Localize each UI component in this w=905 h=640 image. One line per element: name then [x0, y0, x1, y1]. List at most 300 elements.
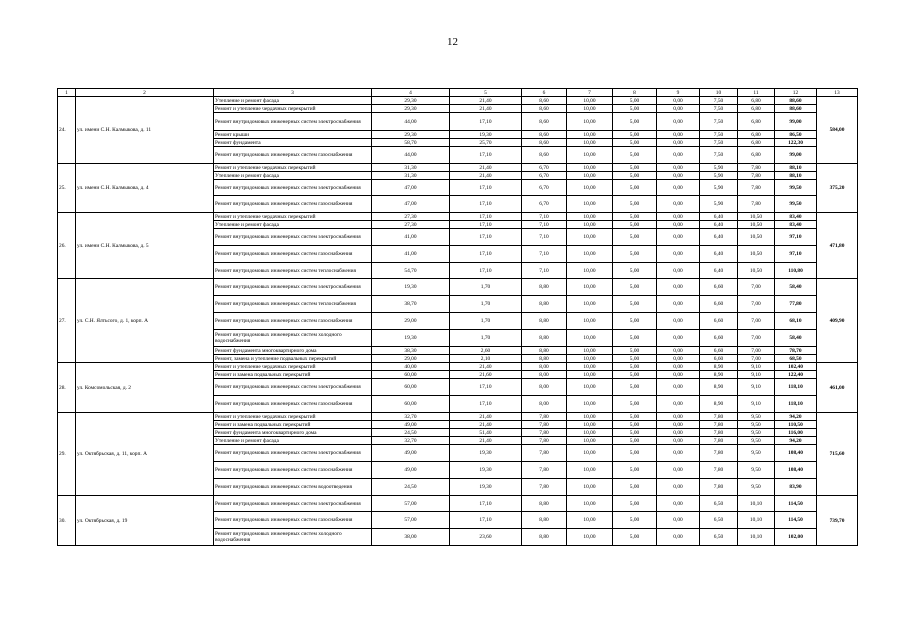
column-number-row — [58, 89, 858, 97]
value-cell: 7,10 — [522, 229, 567, 246]
value-cell: 5,00 — [613, 371, 657, 379]
value-cell: 17,10 — [450, 196, 522, 213]
value-cell: 99,00 — [775, 113, 817, 131]
value-cell: 10,10 — [738, 529, 775, 546]
work-type-cell: Ремонт и замена подвальных перекрытий — [214, 421, 372, 429]
value-cell: 10,50 — [738, 221, 775, 229]
value-cell: 7,80 — [738, 196, 775, 213]
value-cell: 10,00 — [567, 131, 613, 139]
value-cell: 122,30 — [775, 139, 817, 147]
work-type-cell: Ремонт и утепление чердачных перекрытий — [214, 413, 372, 421]
value-cell: 7,00 — [738, 279, 775, 296]
value-cell: 7,10 — [522, 221, 567, 229]
value-cell: 0,00 — [657, 139, 700, 147]
value-cell: 10,00 — [567, 221, 613, 229]
column-number: 6 — [522, 89, 567, 97]
value-cell: 6,40 — [700, 263, 738, 279]
work-type-cell: Ремонт и утепление чердачных перекрытий — [214, 164, 372, 172]
value-cell: 7,10 — [522, 246, 567, 263]
address-cell: ул. имени С.Н. Калмыкова, д. 4 — [76, 164, 214, 213]
value-cell: 0,00 — [657, 371, 700, 379]
value-cell: 0,00 — [657, 180, 700, 196]
value-cell: 0,00 — [657, 347, 700, 355]
value-cell: 7,80 — [522, 421, 567, 429]
value-cell: 0,00 — [657, 172, 700, 180]
value-cell: 8,60 — [522, 131, 567, 139]
value-cell: 0,00 — [657, 496, 700, 512]
value-cell: 110,80 — [775, 263, 817, 279]
value-cell: 38,70 — [372, 296, 450, 313]
work-type-cell: Утепление и ремонт фасада — [214, 172, 372, 180]
value-cell: 24,50 — [372, 479, 450, 496]
value-cell: 10,00 — [567, 113, 613, 131]
value-cell: 108,40 — [775, 445, 817, 462]
value-cell: 10,00 — [567, 429, 613, 437]
value-cell: 10,00 — [567, 512, 613, 529]
value-cell: 10,00 — [567, 263, 613, 279]
value-cell: 10,10 — [738, 496, 775, 512]
work-type-cell: Ремонт внутридомовых инженерных систем газоснабжения — [214, 512, 372, 529]
value-cell: 7,50 — [700, 147, 738, 164]
value-cell: 8,80 — [522, 296, 567, 313]
value-cell: 99,50 — [775, 196, 817, 213]
value-cell: 5,00 — [613, 313, 657, 330]
value-cell: 7,80 — [522, 445, 567, 462]
value-cell: 88,60 — [775, 97, 817, 105]
value-cell: 7,80 — [738, 180, 775, 196]
value-cell: 0,00 — [657, 479, 700, 496]
value-cell: 0,00 — [657, 279, 700, 296]
value-cell: 6,40 — [700, 246, 738, 263]
value-cell: 83,90 — [775, 479, 817, 496]
value-cell: 10,00 — [567, 229, 613, 246]
value-cell: 5,00 — [613, 113, 657, 131]
work-type-cell: Ремонт внутридомовых инженерных систем теплоснабжения — [214, 263, 372, 279]
value-cell: 8,00 — [522, 396, 567, 413]
value-cell: 6,70 — [522, 172, 567, 180]
value-cell: 10,00 — [567, 296, 613, 313]
value-cell: 5,00 — [613, 355, 657, 363]
value-cell: 7,00 — [738, 313, 775, 330]
value-cell: 21,60 — [450, 371, 522, 379]
value-cell: 5,00 — [613, 147, 657, 164]
work-type-cell: Ремонт внутридомовых инженерных систем теплоснабжения — [214, 296, 372, 313]
value-cell: 5,00 — [613, 105, 657, 113]
value-cell: 5,00 — [613, 296, 657, 313]
value-cell: 6,60 — [700, 279, 738, 296]
value-cell: 17,10 — [450, 396, 522, 413]
work-type-cell: Ремонт внутридомовых инженерных систем холодного водоснабжения — [214, 330, 372, 347]
value-cell: 110,50 — [775, 421, 817, 429]
value-cell: 17,10 — [450, 147, 522, 164]
work-type-cell: Ремонт фундамента многоквартирного дома — [214, 429, 372, 437]
total-cell: 461,00 — [817, 363, 858, 413]
value-cell: 97,10 — [775, 246, 817, 263]
value-cell: 47,00 — [372, 180, 450, 196]
value-cell: 8,80 — [522, 529, 567, 546]
value-cell: 7,50 — [700, 131, 738, 139]
value-cell: 88,10 — [775, 172, 817, 180]
value-cell: 7,10 — [522, 213, 567, 221]
value-cell: 0,00 — [657, 196, 700, 213]
value-cell: 5,00 — [613, 330, 657, 347]
column-number: 8 — [613, 89, 657, 97]
value-cell: 8,90 — [700, 363, 738, 371]
work-type-cell: Ремонт и утепление чердачных перекрытий — [214, 363, 372, 371]
work-type-cell: Ремонт внутридомовых инженерных систем электроснабжения — [214, 279, 372, 296]
row-number: 25. — [58, 164, 76, 213]
value-cell: 86,50 — [775, 131, 817, 139]
value-cell: 114,50 — [775, 496, 817, 512]
value-cell: 7,80 — [738, 172, 775, 180]
value-cell: 38,30 — [372, 347, 450, 355]
total-cell: 375,20 — [817, 164, 858, 213]
value-cell: 32,70 — [372, 413, 450, 421]
column-number: 10 — [700, 89, 738, 97]
value-cell: 0,00 — [657, 379, 700, 396]
value-cell: 19,30 — [450, 445, 522, 462]
value-cell: 5,00 — [613, 462, 657, 479]
row-number: 28. — [58, 363, 76, 413]
value-cell: 9,50 — [738, 445, 775, 462]
value-cell: 32,70 — [372, 437, 450, 445]
value-cell: 10,00 — [567, 105, 613, 113]
value-cell: 47,00 — [372, 196, 450, 213]
value-cell: 51,40 — [450, 429, 522, 437]
value-cell: 21,40 — [450, 437, 522, 445]
value-cell: 10,00 — [567, 164, 613, 172]
value-cell: 10,00 — [567, 496, 613, 512]
value-cell: 6,50 — [700, 512, 738, 529]
value-cell: 10,50 — [738, 246, 775, 263]
value-cell: 88,10 — [775, 164, 817, 172]
value-cell: 7,50 — [700, 113, 738, 131]
value-cell: 7,80 — [700, 429, 738, 437]
value-cell: 0,00 — [657, 330, 700, 347]
value-cell: 17,10 — [450, 221, 522, 229]
value-cell: 17,10 — [450, 263, 522, 279]
address-cell: ул. С.Н. Ялтьсого, д. 1, корп. А — [76, 279, 214, 363]
value-cell: 108,40 — [775, 462, 817, 479]
table-body — [58, 89, 858, 546]
value-cell: 5,00 — [613, 479, 657, 496]
value-cell: 17,10 — [450, 113, 522, 131]
value-cell: 17,10 — [450, 229, 522, 246]
value-cell: 5,00 — [613, 429, 657, 437]
work-type-cell: Ремонт внутридомовых инженерных систем газоснабжения — [214, 246, 372, 263]
value-cell: 94,20 — [775, 437, 817, 445]
address-cell: ул. имени С.Н. Калмыкова, д. 5 — [76, 213, 214, 279]
value-cell: 21,40 — [450, 164, 522, 172]
value-cell: 6,80 — [738, 147, 775, 164]
table-row — [58, 164, 858, 172]
table-row — [58, 97, 858, 105]
value-cell: 0,00 — [657, 437, 700, 445]
value-cell: 5,00 — [613, 279, 657, 296]
value-cell: 8,80 — [522, 279, 567, 296]
value-cell: 10,00 — [567, 196, 613, 213]
value-cell: 6,40 — [700, 221, 738, 229]
value-cell: 10,00 — [567, 213, 613, 221]
value-cell: 7,80 — [522, 429, 567, 437]
value-cell: 10,00 — [567, 421, 613, 429]
value-cell: 10,00 — [567, 279, 613, 296]
value-cell: 41,00 — [372, 229, 450, 246]
work-type-cell: Ремонт крыши — [214, 131, 372, 139]
value-cell: 5,00 — [613, 164, 657, 172]
address-cell: ул. имени С.Н. Калмыкова, д. 11 — [76, 97, 214, 164]
value-cell: 9,10 — [738, 363, 775, 371]
value-cell: 60,00 — [372, 396, 450, 413]
value-cell: 10,00 — [567, 347, 613, 355]
value-cell: 7,80 — [700, 437, 738, 445]
value-cell: 8,90 — [700, 371, 738, 379]
value-cell: 8,00 — [522, 379, 567, 396]
table-row — [58, 496, 858, 512]
work-type-cell: Ремонт внутридомовых инженерных систем электроснабжения — [214, 496, 372, 512]
total-cell: 715,60 — [817, 413, 858, 496]
value-cell: 0,00 — [657, 221, 700, 229]
address-cell: ул. Октябрьская, д. 11, корп. А — [76, 413, 214, 496]
value-cell: 8,90 — [700, 396, 738, 413]
column-number: 13 — [817, 89, 858, 97]
value-cell: 10,00 — [567, 379, 613, 396]
value-cell: 0,00 — [657, 97, 700, 105]
value-cell: 10,50 — [738, 213, 775, 221]
value-cell: 8,80 — [522, 347, 567, 355]
value-cell: 31,30 — [372, 164, 450, 172]
work-type-cell: Утепление и ремонт фасада — [214, 221, 372, 229]
value-cell: 7,80 — [522, 437, 567, 445]
value-cell: 0,00 — [657, 512, 700, 529]
value-cell: 5,00 — [613, 396, 657, 413]
value-cell: 9,50 — [738, 429, 775, 437]
value-cell: 29,30 — [372, 97, 450, 105]
value-cell: 0,00 — [657, 462, 700, 479]
work-type-cell: Ремонт внутридомовых инженерных систем газоснабжения — [214, 196, 372, 213]
work-type-cell: Ремонт, замена и утепление подвальных перекрытий — [214, 355, 372, 363]
value-cell: 17,10 — [450, 213, 522, 221]
value-cell: 0,00 — [657, 164, 700, 172]
value-cell: 17,10 — [450, 512, 522, 529]
value-cell: 10,00 — [567, 147, 613, 164]
value-cell: 10,50 — [738, 229, 775, 246]
value-cell: 0,00 — [657, 229, 700, 246]
work-type-cell: Ремонт внутридомовых инженерных систем электроснабжения — [214, 229, 372, 246]
table-row — [58, 413, 858, 421]
value-cell: 6,70 — [522, 164, 567, 172]
page-number: 12 — [447, 36, 458, 48]
row-number: 24. — [58, 97, 76, 164]
value-cell: 122,40 — [775, 371, 817, 379]
value-cell: 9,10 — [738, 371, 775, 379]
value-cell: 17,10 — [450, 180, 522, 196]
repair-cost-table — [57, 88, 858, 546]
value-cell: 118,10 — [775, 379, 817, 396]
value-cell: 6,80 — [738, 97, 775, 105]
value-cell: 6,60 — [700, 313, 738, 330]
value-cell: 10,00 — [567, 139, 613, 147]
column-number: 5 — [450, 89, 522, 97]
value-cell: 6,60 — [700, 296, 738, 313]
value-cell: 9,50 — [738, 479, 775, 496]
value-cell: 8,00 — [522, 363, 567, 371]
value-cell: 0,00 — [657, 246, 700, 263]
value-cell: 7,80 — [700, 413, 738, 421]
value-cell: 31,30 — [372, 172, 450, 180]
value-cell: 114,50 — [775, 512, 817, 529]
value-cell: 0,00 — [657, 396, 700, 413]
value-cell: 1,70 — [450, 296, 522, 313]
value-cell: 0,00 — [657, 131, 700, 139]
column-number: 9 — [657, 89, 700, 97]
address-cell: ул. Октябрьская, д. 19 — [76, 496, 214, 546]
value-cell: 0,00 — [657, 296, 700, 313]
value-cell: 49,00 — [372, 462, 450, 479]
value-cell: 1,70 — [450, 330, 522, 347]
value-cell: 23,60 — [450, 529, 522, 546]
value-cell: 7,00 — [738, 355, 775, 363]
value-cell: 29,30 — [372, 131, 450, 139]
value-cell: 7,80 — [738, 164, 775, 172]
value-cell: 5,00 — [613, 97, 657, 105]
value-cell: 5,90 — [700, 196, 738, 213]
value-cell: 41,00 — [372, 246, 450, 263]
work-type-cell: Ремонт внутридомовых инженерных систем электроснабжения — [214, 379, 372, 396]
value-cell: 5,00 — [613, 413, 657, 421]
value-cell: 2,10 — [450, 355, 522, 363]
value-cell: 9,10 — [738, 379, 775, 396]
column-number: 12 — [775, 89, 817, 97]
value-cell: 6,70 — [522, 180, 567, 196]
value-cell: 27,30 — [372, 213, 450, 221]
value-cell: 24,50 — [372, 429, 450, 437]
value-cell: 38,00 — [372, 529, 450, 546]
value-cell: 0,00 — [657, 529, 700, 546]
column-number: 2 — [76, 89, 214, 97]
value-cell: 7,10 — [522, 263, 567, 279]
value-cell: 0,00 — [657, 313, 700, 330]
value-cell: 0,00 — [657, 429, 700, 437]
value-cell: 5,00 — [613, 529, 657, 546]
value-cell: 7,50 — [700, 105, 738, 113]
value-cell: 10,50 — [738, 263, 775, 279]
value-cell: 5,00 — [613, 363, 657, 371]
value-cell: 1,70 — [450, 313, 522, 330]
value-cell: 6,80 — [738, 113, 775, 131]
work-type-cell: Ремонт внутридомовых инженерных систем водоотведения — [214, 479, 372, 496]
value-cell: 5,90 — [700, 172, 738, 180]
value-cell: 9,50 — [738, 421, 775, 429]
value-cell: 49,00 — [372, 445, 450, 462]
work-type-cell: Ремонт внутридомовых инженерных систем газоснабжения — [214, 313, 372, 330]
value-cell: 0,00 — [657, 147, 700, 164]
work-type-cell: Ремонт фундамента — [214, 139, 372, 147]
value-cell: 9,50 — [738, 413, 775, 421]
value-cell: 44,00 — [372, 147, 450, 164]
value-cell: 6,50 — [700, 496, 738, 512]
table-row — [58, 213, 858, 221]
value-cell: 60,00 — [372, 379, 450, 396]
value-cell: 68,50 — [775, 355, 817, 363]
value-cell: 97,10 — [775, 229, 817, 246]
value-cell: 9,50 — [738, 462, 775, 479]
value-cell: 58,70 — [372, 139, 450, 147]
value-cell: 44,00 — [372, 113, 450, 131]
value-cell: 0,00 — [657, 355, 700, 363]
value-cell: 7,80 — [522, 413, 567, 421]
value-cell: 8,60 — [522, 97, 567, 105]
value-cell: 17,10 — [450, 496, 522, 512]
value-cell: 29,30 — [372, 105, 450, 113]
work-type-cell: Ремонт внутридомовых инженерных систем газоснабжения — [214, 147, 372, 164]
value-cell: 7,00 — [738, 347, 775, 355]
value-cell: 5,00 — [613, 172, 657, 180]
value-cell: 102,00 — [775, 529, 817, 546]
value-cell: 8,00 — [522, 371, 567, 379]
value-cell: 6,70 — [522, 196, 567, 213]
value-cell: 5,00 — [613, 213, 657, 221]
value-cell: 5,90 — [700, 180, 738, 196]
value-cell: 19,30 — [372, 330, 450, 347]
value-cell: 6,80 — [738, 131, 775, 139]
value-cell: 19,30 — [450, 479, 522, 496]
value-cell: 5,00 — [613, 139, 657, 147]
value-cell: 83,40 — [775, 213, 817, 221]
work-type-cell: Ремонт внутридомовых инженерных систем холодного водоснабжения — [214, 529, 372, 546]
value-cell: 10,00 — [567, 462, 613, 479]
value-cell: 7,80 — [700, 421, 738, 429]
value-cell: 17,10 — [450, 246, 522, 263]
value-cell: 78,70 — [775, 347, 817, 355]
value-cell: 5,00 — [613, 445, 657, 462]
value-cell: 5,00 — [613, 496, 657, 512]
value-cell: 17,10 — [450, 379, 522, 396]
value-cell: 5,00 — [613, 512, 657, 529]
value-cell: 6,40 — [700, 229, 738, 246]
value-cell: 7,00 — [738, 330, 775, 347]
total-cell: 471,80 — [817, 213, 858, 279]
value-cell: 8,80 — [522, 330, 567, 347]
value-cell: 21,40 — [450, 105, 522, 113]
work-type-cell: Ремонт внутридомовых инженерных систем газоснабжения — [214, 462, 372, 479]
value-cell: 5,00 — [613, 263, 657, 279]
value-cell: 21,40 — [450, 172, 522, 180]
value-cell: 5,90 — [700, 164, 738, 172]
value-cell: 5,00 — [613, 379, 657, 396]
value-cell: 7,80 — [700, 445, 738, 462]
value-cell: 116,00 — [775, 429, 817, 437]
value-cell: 2,60 — [450, 347, 522, 355]
value-cell: 0,00 — [657, 105, 700, 113]
value-cell: 10,00 — [567, 396, 613, 413]
work-type-cell: Ремонт и замена подвальных перекрытий — [214, 371, 372, 379]
value-cell: 10,00 — [567, 330, 613, 347]
value-cell: 7,80 — [522, 462, 567, 479]
total-cell: 739,70 — [817, 496, 858, 546]
value-cell: 5,00 — [613, 421, 657, 429]
value-cell: 5,00 — [613, 437, 657, 445]
value-cell: 8,60 — [522, 147, 567, 164]
value-cell: 8,60 — [522, 139, 567, 147]
value-cell: 10,00 — [567, 363, 613, 371]
value-cell: 0,00 — [657, 363, 700, 371]
work-type-cell: Ремонт внутридомовых инженерных систем электроснабжения — [214, 113, 372, 131]
value-cell: 54,70 — [372, 263, 450, 279]
value-cell: 5,00 — [613, 180, 657, 196]
value-cell: 10,00 — [567, 172, 613, 180]
total-cell: 584,00 — [817, 97, 858, 164]
